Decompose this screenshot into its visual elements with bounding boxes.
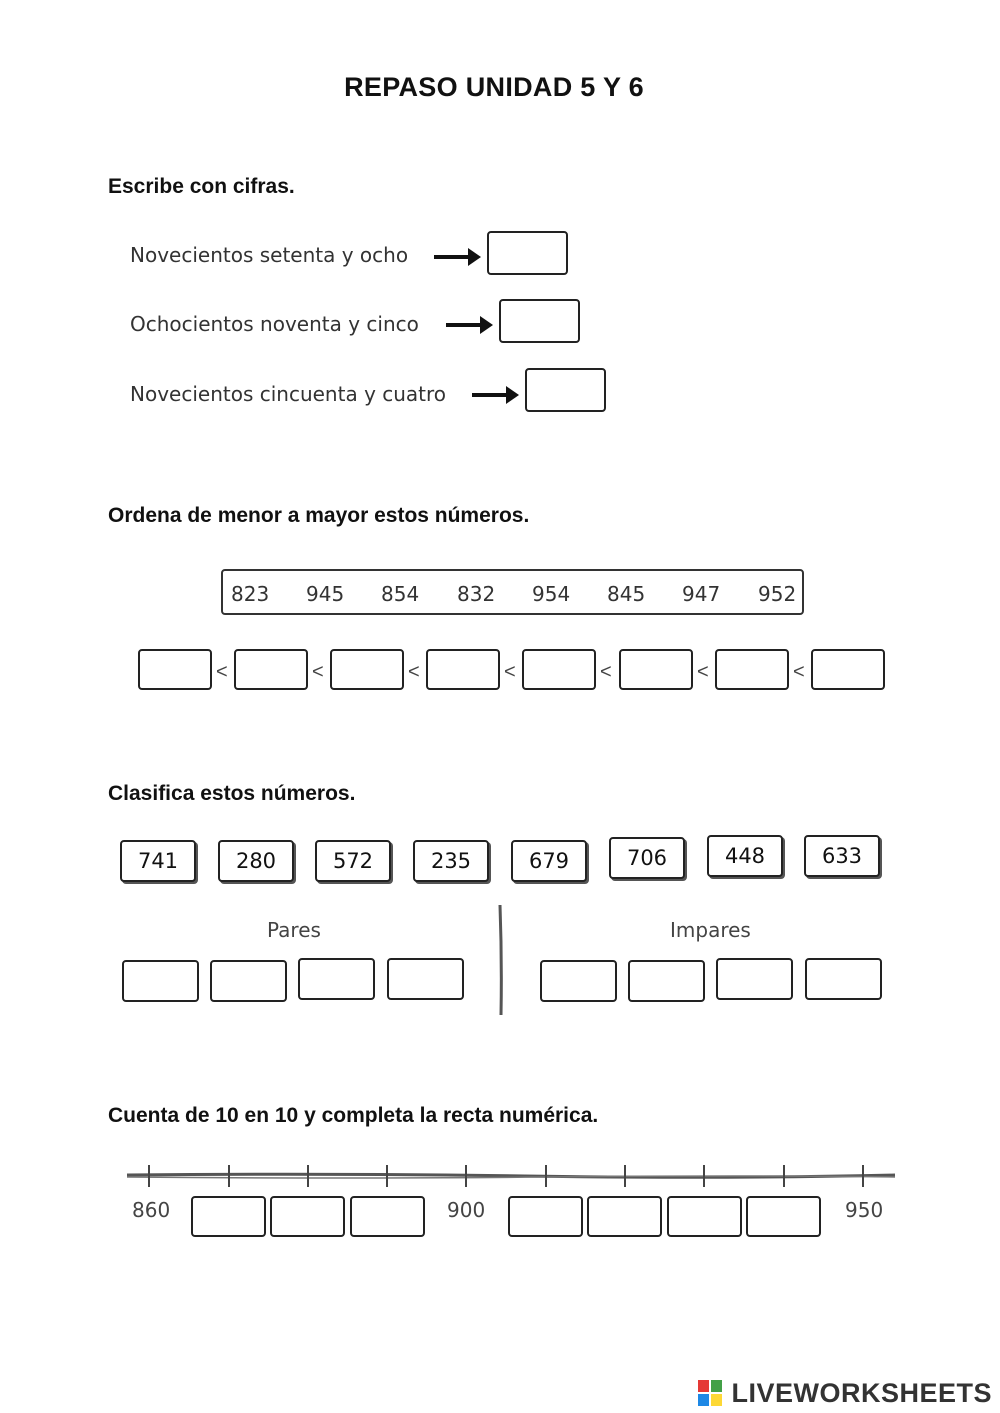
pares-box-4[interactable] [387, 958, 464, 1000]
arrow-right-icon [472, 383, 520, 407]
less-than-sign: < [793, 661, 805, 683]
number-tile[interactable]: 235 [413, 840, 489, 882]
number-line [125, 1160, 897, 1192]
liveworksheets-logo-icon [698, 1380, 722, 1406]
section3-heading: Clasifica estos números. [108, 782, 356, 805]
pares-box-3[interactable] [298, 958, 375, 1000]
strip-number: 845 [607, 582, 646, 606]
strip-number: 832 [457, 582, 496, 606]
strip-number: 823 [231, 582, 270, 606]
number-tile[interactable]: 280 [218, 840, 294, 882]
order-box-6[interactable] [619, 649, 693, 690]
arrow-right-icon [434, 245, 482, 269]
section4-heading: Cuenta de 10 en 10 y completa la recta numérica. [108, 1104, 599, 1127]
strip-number: 945 [306, 582, 345, 606]
strip-number: 947 [682, 582, 721, 606]
order-box-8[interactable] [811, 649, 885, 690]
order-box-5[interactable] [522, 649, 596, 690]
impares-box-4[interactable] [805, 958, 882, 1000]
number-tile[interactable]: 679 [511, 840, 587, 882]
impares-box-3[interactable] [716, 958, 793, 1000]
line-box-7[interactable] [746, 1196, 821, 1237]
line-box-1[interactable] [191, 1196, 266, 1237]
order-box-7[interactable] [715, 649, 789, 690]
section1-heading: Escribe con cifras. [108, 175, 295, 198]
pares-label: Pares [267, 918, 321, 942]
line-box-6[interactable] [667, 1196, 742, 1237]
impares-label: Impares [670, 918, 751, 942]
less-than-sign: < [408, 661, 420, 683]
page-title: REPASO UNIDAD 5 Y 6 [344, 72, 644, 102]
less-than-sign: < [697, 661, 709, 683]
order-box-4[interactable] [426, 649, 500, 690]
number-tile[interactable]: 741 [120, 840, 196, 882]
number-tile[interactable]: 448 [707, 835, 783, 877]
pares-box-1[interactable] [122, 960, 199, 1002]
logo-square [698, 1380, 709, 1392]
liveworksheets-logo: LIVEWORKSHEETS [731, 1378, 992, 1408]
less-than-sign: < [600, 661, 612, 683]
logo-square [711, 1380, 722, 1392]
order-box-1[interactable] [138, 649, 212, 690]
logo-square [711, 1394, 722, 1406]
line-box-4[interactable] [508, 1196, 583, 1237]
impares-box-2[interactable] [628, 960, 705, 1002]
impares-box-1[interactable] [540, 960, 617, 1002]
logo-square [698, 1394, 709, 1406]
order-box-3[interactable] [330, 649, 404, 690]
answer-box-2[interactable] [499, 299, 580, 343]
less-than-sign: < [216, 661, 228, 683]
number-tile[interactable]: 572 [315, 840, 391, 882]
order-box-2[interactable] [234, 649, 308, 690]
group-divider [495, 905, 507, 1015]
answer-box-1[interactable] [487, 231, 568, 275]
less-than-sign: < [504, 661, 516, 683]
strip-number: 854 [381, 582, 420, 606]
number-tile[interactable]: 633 [804, 835, 880, 877]
strip-number: 952 [758, 582, 797, 606]
section2-heading: Ordena de menor a mayor estos números. [108, 504, 530, 527]
phrase-3: Novecientos cincuenta y cuatro [130, 382, 447, 406]
line-box-5[interactable] [587, 1196, 662, 1237]
phrase-1: Novecientos setenta y ocho [130, 243, 409, 267]
strip-number: 954 [532, 582, 571, 606]
number-tile[interactable]: 706 [609, 837, 685, 879]
arrow-right-icon [446, 313, 494, 337]
number-line-end: 950 [845, 1198, 884, 1222]
less-than-sign: < [312, 661, 324, 683]
number-line-middle: 900 [447, 1198, 486, 1222]
line-box-3[interactable] [350, 1196, 425, 1237]
number-line-start: 860 [132, 1198, 171, 1222]
pares-box-2[interactable] [210, 960, 287, 1002]
line-box-2[interactable] [270, 1196, 345, 1237]
phrase-2: Ochocientos noventa y cinco [130, 312, 419, 336]
answer-box-3[interactable] [525, 368, 606, 412]
